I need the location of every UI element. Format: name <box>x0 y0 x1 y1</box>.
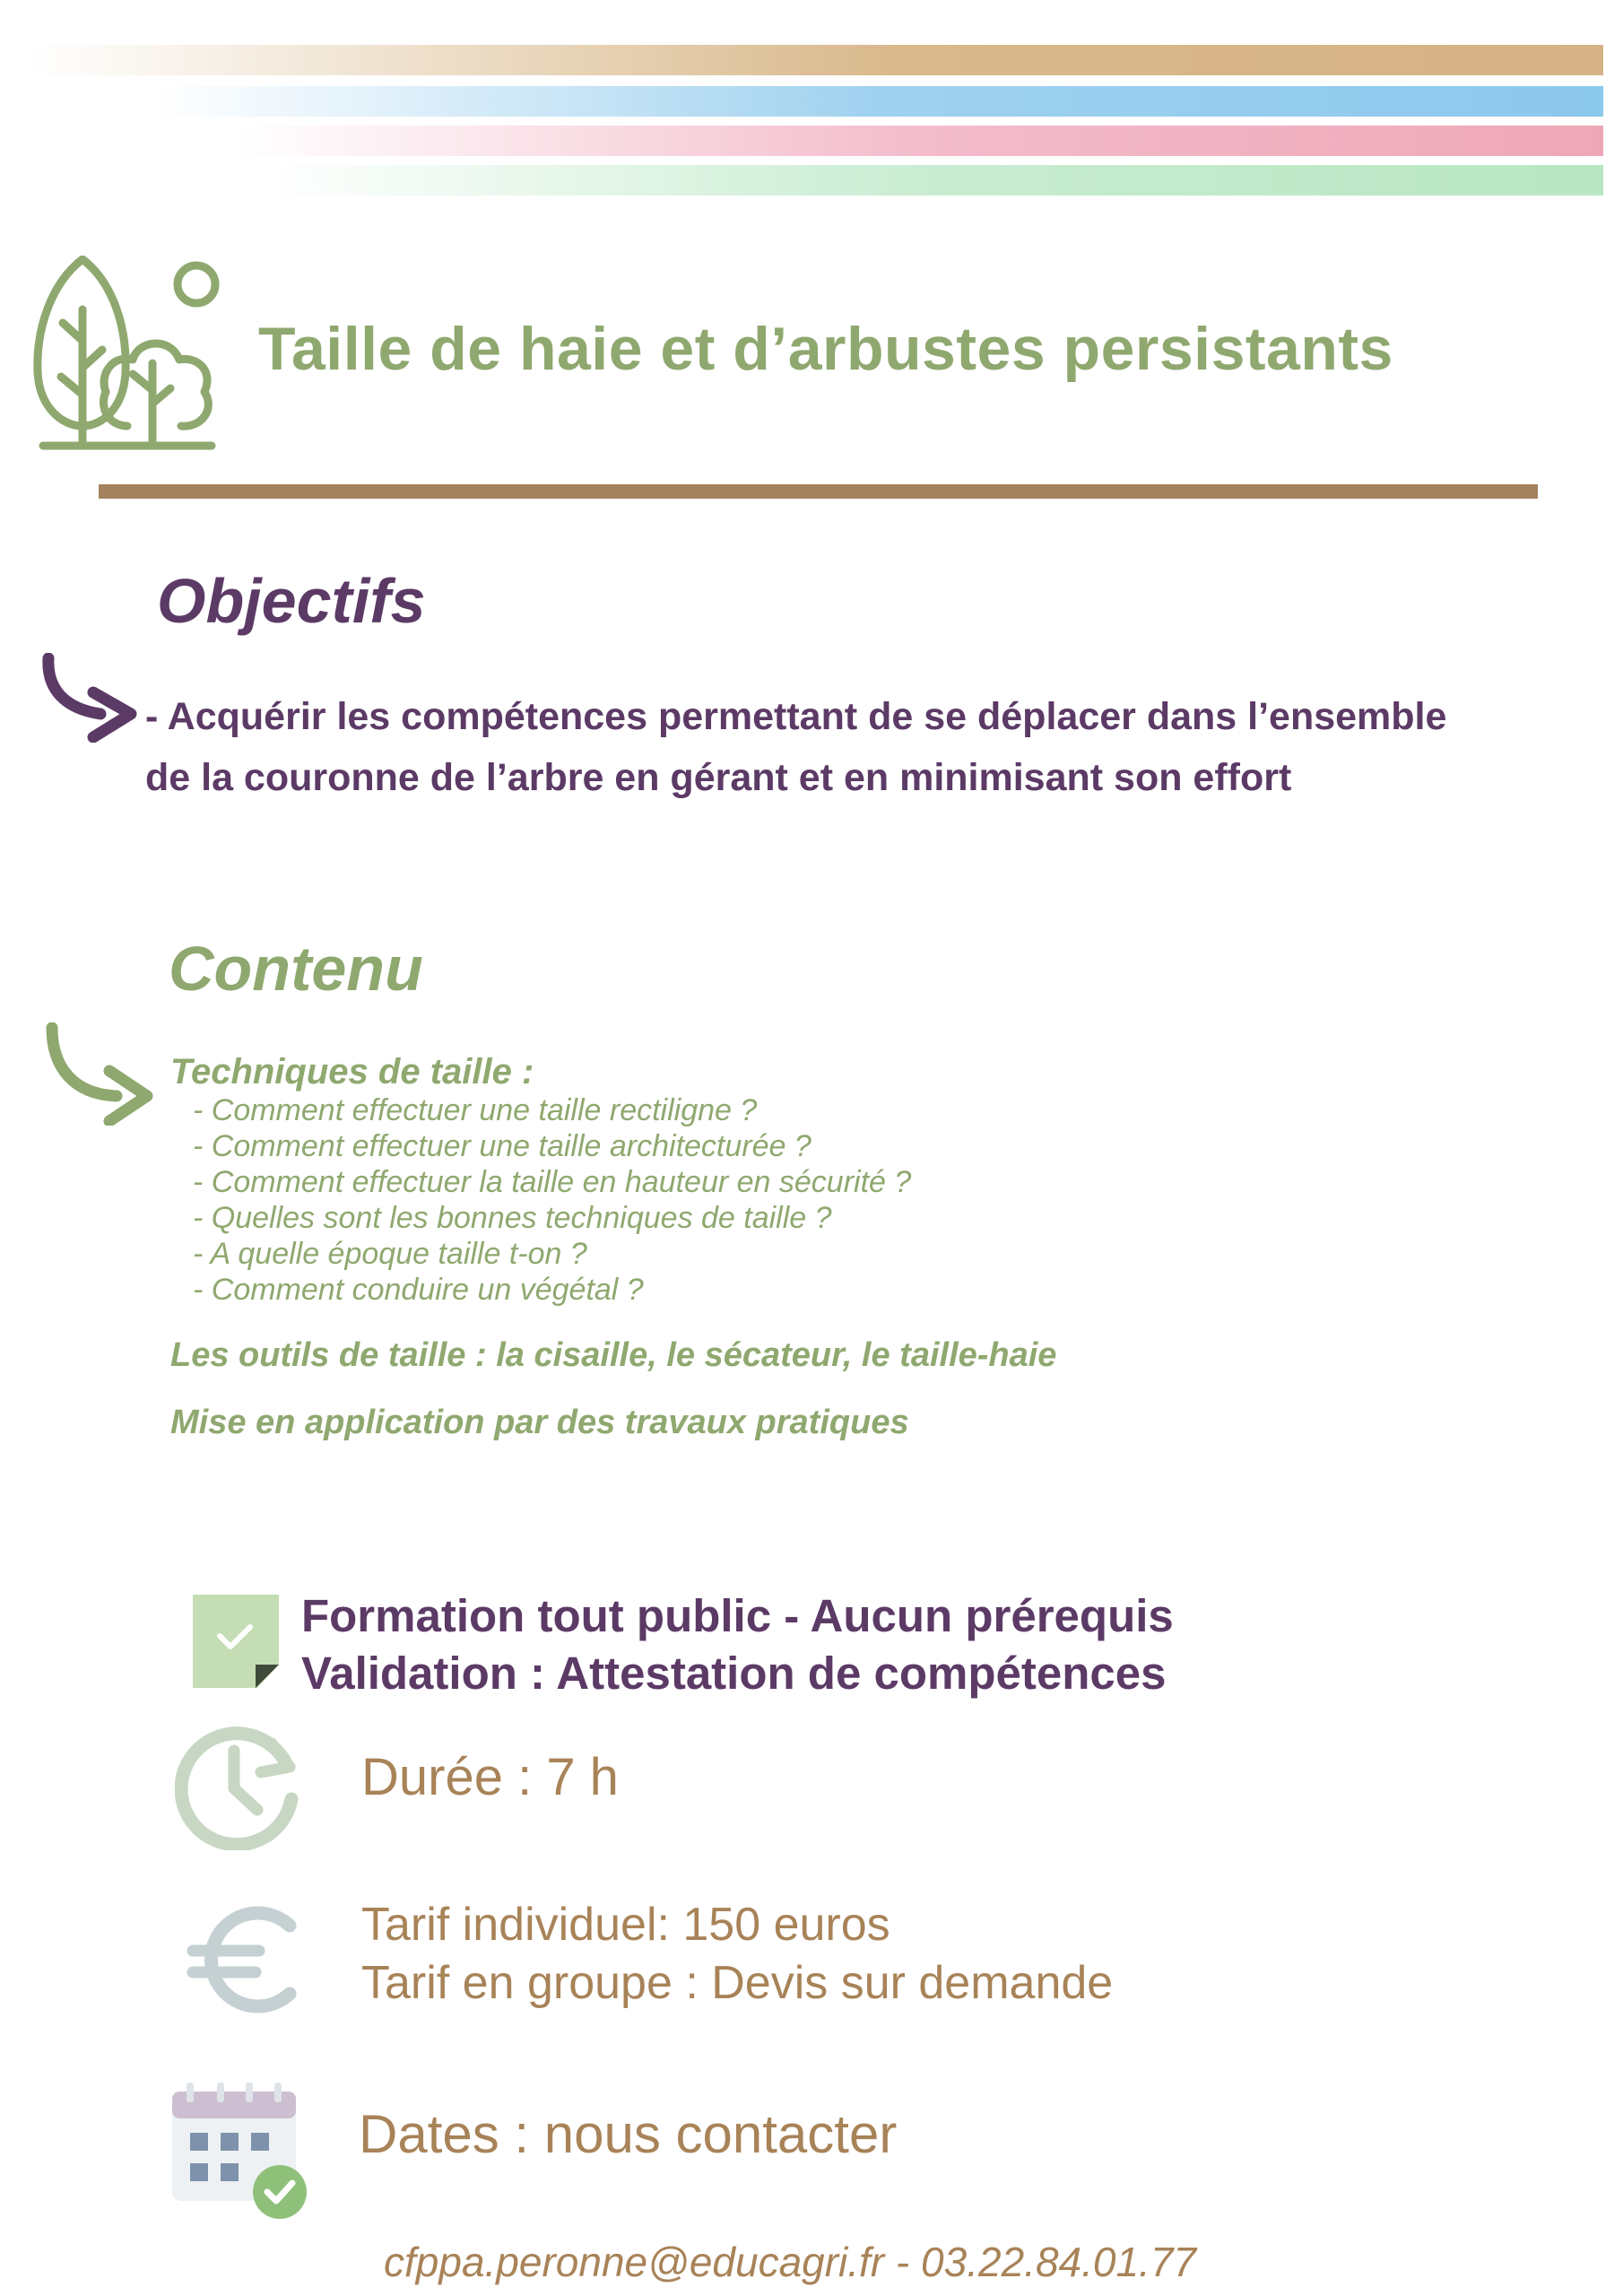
title-divider <box>99 484 1538 499</box>
contenu-heading: Contenu <box>169 934 423 1004</box>
objectifs-heading: Objectifs <box>157 566 426 636</box>
objectifs-line: de la couronne de l’arbre en gérant et en minimisant son effort <box>145 756 1292 799</box>
dates-text: Dates : nous contacter <box>359 2104 898 2164</box>
tarif-individuel: Tarif individuel: 150 euros <box>361 1899 890 1951</box>
objectifs-line: - Acquérir les compétences permettant de se déplacer dans l’ensemble <box>145 695 1447 738</box>
list-item: - Comment effectuer la taille en hauteur en sécurité ? <box>193 1165 912 1199</box>
duree-text: Durée : 7 h <box>361 1748 619 1806</box>
trees-icon <box>27 256 224 457</box>
clock-icon <box>175 1720 305 1850</box>
list-item: - Comment effectuer une taille rectiligne ? <box>193 1093 758 1127</box>
list-item: - Quelles sont les bonnes techniques de taille ? <box>193 1201 832 1235</box>
contact-email[interactable]: cfppa.peronne@educagri.fr <box>384 2239 885 2285</box>
stripe-pink <box>238 126 1603 156</box>
list-item: - Comment conduire un végétal ? <box>193 1273 644 1307</box>
calendar-icon <box>170 2081 314 2224</box>
public-info <box>301 1587 1174 1702</box>
objectifs-text <box>145 686 1446 808</box>
stripe-tan <box>31 45 1603 75</box>
techniques-list <box>193 1092 911 1308</box>
list-item: - Comment effectuer une taille architecturée ? <box>193 1129 812 1163</box>
list-item: - A quelle époque taille t-on ? <box>193 1237 587 1271</box>
check-note-icon <box>193 1595 282 1690</box>
stripe-green <box>265 165 1603 196</box>
contact-phone[interactable]: 03.22.84.01.77 <box>921 2239 1196 2285</box>
public-text: Formation tout public - Aucun prérequis <box>301 1590 1174 1641</box>
stripe-blue <box>157 86 1603 117</box>
contact-line <box>384 2238 1196 2286</box>
validation-text: Validation : Attestation de compétences <box>301 1648 1167 1699</box>
euro-icon <box>184 1906 300 2013</box>
tarif-info <box>361 1896 1113 2013</box>
outils-text: Les outils de taille : la cisaille, le sécateur, le taille-haie <box>170 1336 1057 1374</box>
techniques-heading: Techniques de taille : <box>170 1052 534 1091</box>
curved-arrow-icon <box>41 1022 158 1126</box>
contact-separator: - <box>884 2239 922 2285</box>
application-text: Mise en application par des travaux pratiques <box>170 1404 909 1441</box>
curved-arrow-icon <box>38 653 145 743</box>
tarif-groupe: Tarif en groupe : Devis sur demande <box>361 1957 1114 2009</box>
page-title: Taille de haie et d’arbustes persistants <box>258 315 1393 383</box>
